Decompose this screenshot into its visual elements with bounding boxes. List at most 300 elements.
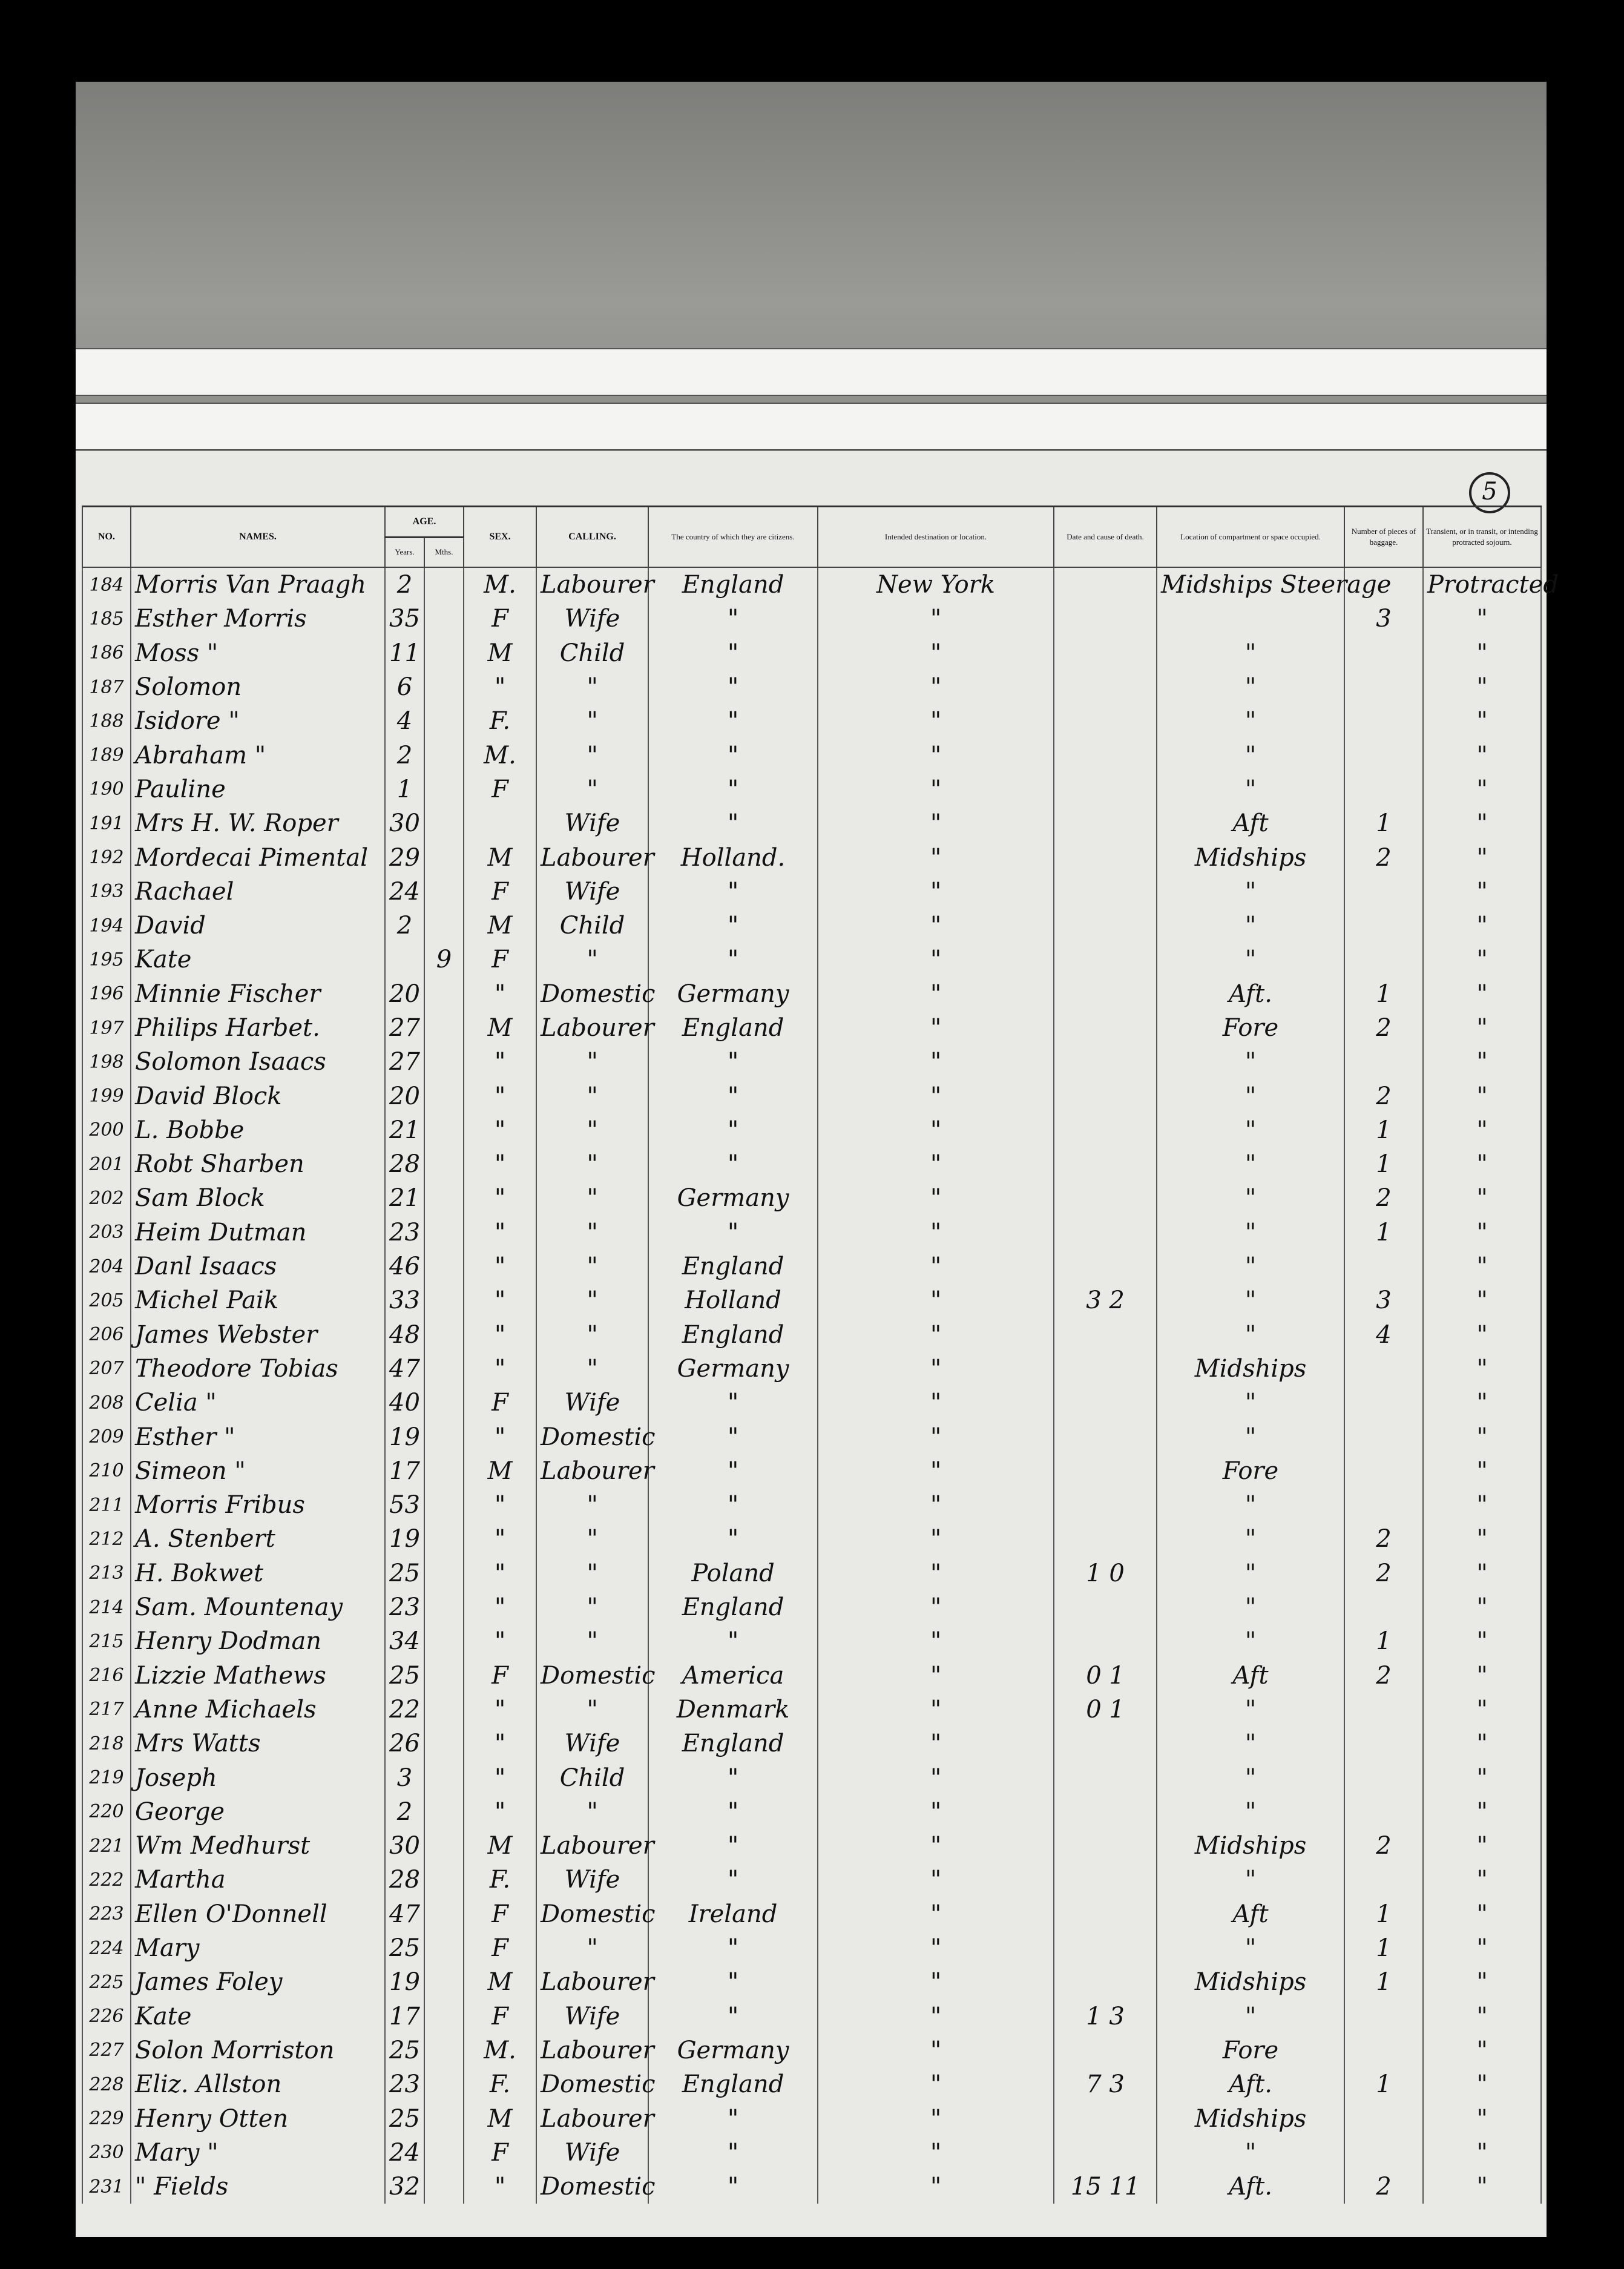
cell-compartment: " xyxy=(1157,1079,1344,1113)
cell-country: Holland. xyxy=(648,840,818,874)
cell-compartment: Fore xyxy=(1157,2034,1344,2067)
cell-name: Henry Otten xyxy=(131,2101,385,2135)
cell-no: 228 xyxy=(82,2067,131,2101)
cell-calling: " xyxy=(536,1250,648,1283)
cell-name: Minnie Fischer xyxy=(131,977,385,1011)
cell-destination: " xyxy=(818,2170,1054,2204)
cell-calling: " xyxy=(536,1147,648,1181)
cell-age-months xyxy=(424,2067,464,2101)
cell-sex: M xyxy=(464,909,536,943)
cell-country: Ireland xyxy=(648,1897,818,1931)
cell-age-years: 19 xyxy=(385,1522,424,1556)
cell-no: 216 xyxy=(82,1659,131,1693)
cell-sex: " xyxy=(464,1760,536,1794)
cell-transit: " xyxy=(1423,1250,1541,1283)
cell-compartment: " xyxy=(1157,1216,1344,1250)
cell-age-years: 2 xyxy=(385,738,424,772)
cell-calling: " xyxy=(536,1590,648,1624)
cell-country: " xyxy=(648,704,818,738)
cell-name: Mordecai Pimental xyxy=(131,840,385,874)
cell-no: 189 xyxy=(82,738,131,772)
cell-transit: " xyxy=(1423,1420,1541,1454)
cell-no: 192 xyxy=(82,840,131,874)
cell-no: 223 xyxy=(82,1897,131,1931)
cell-baggage: 2 xyxy=(1344,1522,1423,1556)
cell-no: 190 xyxy=(82,772,131,806)
cell-destination: " xyxy=(818,1250,1054,1283)
cell-age-months xyxy=(424,840,464,874)
cell-sex: F. xyxy=(464,1863,536,1897)
cell-name: Rachael xyxy=(131,875,385,909)
cell-transit: " xyxy=(1423,2170,1541,2204)
cell-death xyxy=(1054,1181,1157,1215)
cell-destination: " xyxy=(818,738,1054,772)
cell-sex: M xyxy=(464,636,536,670)
cell-compartment: Midships xyxy=(1157,1352,1344,1386)
cell-no: 186 xyxy=(82,636,131,670)
table-row xyxy=(82,2067,1541,2101)
table-row xyxy=(82,602,1541,636)
cell-compartment: " xyxy=(1157,1420,1344,1454)
cell-transit: " xyxy=(1423,1283,1541,1317)
cell-destination: " xyxy=(818,1352,1054,1386)
cell-age-years: 25 xyxy=(385,1659,424,1693)
cell-calling: Labourer xyxy=(536,840,648,874)
cell-death: 0 1 xyxy=(1054,1659,1157,1693)
cell-baggage: 2 xyxy=(1344,1556,1423,1590)
cell-compartment: " xyxy=(1157,1863,1344,1897)
cell-country: England xyxy=(648,1590,818,1624)
cell-name: Joseph xyxy=(131,1760,385,1794)
cell-age-months xyxy=(424,1693,464,1727)
cell-destination: " xyxy=(818,1079,1054,1113)
cell-no: 197 xyxy=(82,1011,131,1045)
cell-country: " xyxy=(648,1079,818,1113)
cell-calling: Child xyxy=(536,909,648,943)
cell-destination: " xyxy=(818,875,1054,909)
cell-compartment: " xyxy=(1157,909,1344,943)
cell-transit: " xyxy=(1423,636,1541,670)
cell-age-years: 25 xyxy=(385,2101,424,2135)
cell-death: 1 0 xyxy=(1054,1556,1157,1590)
cell-age-years: 20 xyxy=(385,1079,424,1113)
cell-compartment: " xyxy=(1157,772,1344,806)
cell-no: 204 xyxy=(82,1250,131,1283)
cell-sex: M xyxy=(464,1454,536,1488)
cell-calling: " xyxy=(536,1113,648,1147)
cell-name: Abraham " xyxy=(131,738,385,772)
cell-destination: " xyxy=(818,1727,1054,1760)
cell-compartment: " xyxy=(1157,704,1344,738)
cell-baggage: 2 xyxy=(1344,1181,1423,1215)
cell-transit: " xyxy=(1423,875,1541,909)
cell-calling: Wife xyxy=(536,2136,648,2170)
table-row xyxy=(82,2136,1541,2170)
header-compartment-text: Location of compartment or space occupied. xyxy=(1180,532,1321,541)
cell-age-months xyxy=(424,1795,464,1829)
cell-compartment: " xyxy=(1157,1318,1344,1352)
cell-baggage: 3 xyxy=(1344,1283,1423,1317)
cell-country: " xyxy=(648,738,818,772)
cell-age-months xyxy=(424,1522,464,1556)
cell-calling: Domestic xyxy=(536,1659,648,1693)
cell-death: 1 3 xyxy=(1054,1999,1157,2033)
cell-name: Danl Isaacs xyxy=(131,1250,385,1283)
cell-age-years: 25 xyxy=(385,2034,424,2067)
cell-sex: " xyxy=(464,1283,536,1317)
cell-age-months xyxy=(424,1931,464,1965)
cell-country: " xyxy=(648,1965,818,1999)
cell-transit: " xyxy=(1423,1965,1541,1999)
cell-compartment: " xyxy=(1157,1386,1344,1420)
cell-calling: " xyxy=(536,1931,648,1965)
cell-name: Morris Fribus xyxy=(131,1488,385,1522)
cell-destination: " xyxy=(818,1931,1054,1965)
cell-compartment: " xyxy=(1157,1147,1344,1181)
header-sex: SEX. xyxy=(464,507,536,568)
cell-no: 224 xyxy=(82,1931,131,1965)
cell-age-years: 40 xyxy=(385,1386,424,1420)
cell-sex: F. xyxy=(464,704,536,738)
header-baggage xyxy=(1344,507,1423,568)
cell-transit: " xyxy=(1423,1829,1541,1863)
cell-calling: " xyxy=(536,1181,648,1215)
cell-name: Solomon Isaacs xyxy=(131,1045,385,1079)
cell-calling: " xyxy=(536,1795,648,1829)
cell-death xyxy=(1054,738,1157,772)
cell-calling: Domestic xyxy=(536,2170,648,2204)
cell-destination: " xyxy=(818,909,1054,943)
cell-country: " xyxy=(648,1863,818,1897)
cell-death: 7 3 xyxy=(1054,2067,1157,2101)
cell-calling: Wife xyxy=(536,806,648,840)
cell-death xyxy=(1054,1829,1157,1863)
cell-no: 222 xyxy=(82,1863,131,1897)
cell-compartment: " xyxy=(1157,1181,1344,1215)
cell-country: " xyxy=(648,806,818,840)
cell-age-years: 24 xyxy=(385,875,424,909)
cell-death: 3 2 xyxy=(1054,1283,1157,1317)
cell-calling: " xyxy=(536,772,648,806)
cell-sex: M xyxy=(464,1965,536,1999)
cell-transit: " xyxy=(1423,2136,1541,2170)
table-row xyxy=(82,1283,1541,1317)
cell-name: Moss " xyxy=(131,636,385,670)
cell-calling: Labourer xyxy=(536,1011,648,1045)
cell-baggage: 1 xyxy=(1344,1897,1423,1931)
header-no: NO. xyxy=(82,507,131,568)
cell-destination: " xyxy=(818,1965,1054,1999)
cell-sex: " xyxy=(464,977,536,1011)
cell-age-months xyxy=(424,909,464,943)
table-row xyxy=(82,1318,1541,1352)
cell-calling: " xyxy=(536,704,648,738)
cell-compartment: " xyxy=(1157,1283,1344,1317)
cell-name: Celia " xyxy=(131,1386,385,1420)
cell-country: " xyxy=(648,909,818,943)
cell-age-months xyxy=(424,1965,464,1999)
cell-death xyxy=(1054,1386,1157,1420)
cell-transit: " xyxy=(1423,1863,1541,1897)
cell-destination: " xyxy=(818,943,1054,976)
cell-sex: " xyxy=(464,1522,536,1556)
cell-age-years: 19 xyxy=(385,1420,424,1454)
cell-baggage xyxy=(1344,1420,1423,1454)
cell-compartment: " xyxy=(1157,1931,1344,1965)
cell-sex: F xyxy=(464,1999,536,2033)
cell-destination: " xyxy=(818,2101,1054,2135)
cell-calling: Domestic xyxy=(536,1897,648,1931)
cell-baggage xyxy=(1344,909,1423,943)
cell-transit: " xyxy=(1423,1931,1541,1965)
cell-transit: " xyxy=(1423,1147,1541,1181)
cell-destination: " xyxy=(818,1318,1054,1352)
cell-name: David xyxy=(131,909,385,943)
cell-destination: " xyxy=(818,977,1054,1011)
cell-compartment: " xyxy=(1157,875,1344,909)
cell-sex: " xyxy=(464,1079,536,1113)
cell-name: Mrs H. W. Roper xyxy=(131,806,385,840)
cell-country: " xyxy=(648,1795,818,1829)
cell-age-months xyxy=(424,1283,464,1317)
cell-transit: " xyxy=(1423,1352,1541,1386)
cell-destination: " xyxy=(818,1659,1054,1693)
cell-sex: F xyxy=(464,875,536,909)
cell-compartment: " xyxy=(1157,1795,1344,1829)
cell-calling: Domestic xyxy=(536,2067,648,2101)
cell-calling: " xyxy=(536,1318,648,1352)
cell-transit: " xyxy=(1423,1760,1541,1794)
table-row xyxy=(82,1522,1541,1556)
cell-calling: " xyxy=(536,738,648,772)
cell-country: Germany xyxy=(648,1352,818,1386)
cell-sex: F. xyxy=(464,2067,536,2101)
cell-name: Lizzie Mathews xyxy=(131,1659,385,1693)
cell-sex: M xyxy=(464,1829,536,1863)
cell-name: Eliz. Allston xyxy=(131,2067,385,2101)
cell-age-years: 34 xyxy=(385,1624,424,1658)
cell-age-months xyxy=(424,1216,464,1250)
cell-transit: " xyxy=(1423,1897,1541,1931)
cell-country: " xyxy=(648,2170,818,2204)
cell-sex: " xyxy=(464,1624,536,1658)
cell-compartment: " xyxy=(1157,1624,1344,1658)
cell-name: James Webster xyxy=(131,1318,385,1352)
cell-age-months xyxy=(424,2136,464,2170)
cell-baggage: 1 xyxy=(1344,2067,1423,2101)
cell-compartment: Aft xyxy=(1157,1659,1344,1693)
cell-age-years: 19 xyxy=(385,1965,424,1999)
cell-no: 212 xyxy=(82,1522,131,1556)
cell-baggage xyxy=(1344,704,1423,738)
cell-death xyxy=(1054,1318,1157,1352)
cell-sex: F xyxy=(464,1659,536,1693)
cell-name: Pauline xyxy=(131,772,385,806)
cell-death xyxy=(1054,1522,1157,1556)
cell-death xyxy=(1054,1897,1157,1931)
cell-baggage: 2 xyxy=(1344,1829,1423,1863)
cell-name: Kate xyxy=(131,1999,385,2033)
cell-destination: " xyxy=(818,1897,1054,1931)
cell-calling: Labourer xyxy=(536,1965,648,1999)
cell-sex: " xyxy=(464,1113,536,1147)
table-row xyxy=(82,1659,1541,1693)
header-country-text: The country of which they are citizens. xyxy=(671,532,795,541)
cell-compartment: Aft xyxy=(1157,1897,1344,1931)
cell-age-months xyxy=(424,1897,464,1931)
table-row xyxy=(82,806,1541,840)
header-names: NAMES. xyxy=(131,507,385,568)
cell-transit: " xyxy=(1423,909,1541,943)
cell-destination: " xyxy=(818,1113,1054,1147)
cell-sex: M xyxy=(464,2101,536,2135)
paper-strip xyxy=(76,348,1547,396)
cell-age-years: 11 xyxy=(385,636,424,670)
cell-baggage xyxy=(1344,1795,1423,1829)
cell-age-years: 27 xyxy=(385,1011,424,1045)
cell-age-years: 46 xyxy=(385,1250,424,1283)
cell-compartment: " xyxy=(1157,1556,1344,1590)
table-row xyxy=(82,1216,1541,1250)
cell-death xyxy=(1054,1795,1157,1829)
cell-no: 229 xyxy=(82,2101,131,2135)
header-country xyxy=(648,507,818,568)
cell-baggage: 2 xyxy=(1344,2170,1423,2204)
cell-name: Ellen O'Donnell xyxy=(131,1897,385,1931)
cell-age-months xyxy=(424,602,464,636)
table-row xyxy=(82,1965,1541,1999)
cell-no: 200 xyxy=(82,1113,131,1147)
cell-death xyxy=(1054,1045,1157,1079)
cell-death xyxy=(1054,875,1157,909)
cell-baggage xyxy=(1344,1999,1423,2033)
cell-no: 201 xyxy=(82,1147,131,1181)
cell-country: America xyxy=(648,1659,818,1693)
table-row xyxy=(82,738,1541,772)
cell-baggage xyxy=(1344,738,1423,772)
cell-death xyxy=(1054,2101,1157,2135)
cell-country: " xyxy=(648,2136,818,2170)
cell-sex: F xyxy=(464,1386,536,1420)
cell-destination: " xyxy=(818,1454,1054,1488)
cell-transit: " xyxy=(1423,738,1541,772)
cell-no: 208 xyxy=(82,1386,131,1420)
cell-destination: " xyxy=(818,1795,1054,1829)
cell-destination: " xyxy=(818,1522,1054,1556)
cell-sex: F xyxy=(464,602,536,636)
cell-country: " xyxy=(648,1147,818,1181)
cell-baggage xyxy=(1344,636,1423,670)
cell-age-years: 17 xyxy=(385,1999,424,2033)
cell-no: 206 xyxy=(82,1318,131,1352)
cell-death xyxy=(1054,1352,1157,1386)
cell-sex: " xyxy=(464,1147,536,1181)
table-row xyxy=(82,1556,1541,1590)
table-row xyxy=(82,1693,1541,1727)
cell-name: Philips Harbet. xyxy=(131,1011,385,1045)
cell-destination: " xyxy=(818,636,1054,670)
table-row xyxy=(82,567,1541,602)
manifest-rows xyxy=(82,567,1559,2204)
cell-country: " xyxy=(648,1999,818,2033)
cell-baggage xyxy=(1344,1590,1423,1624)
cell-destination: " xyxy=(818,1420,1054,1454)
cell-country: " xyxy=(648,772,818,806)
cell-no: 225 xyxy=(82,1965,131,1999)
cell-name: Martha xyxy=(131,1863,385,1897)
cell-age-years: 48 xyxy=(385,1318,424,1352)
cell-baggage xyxy=(1344,1863,1423,1897)
cell-sex: M. xyxy=(464,738,536,772)
cell-name: Theodore Tobias xyxy=(131,1352,385,1386)
cell-name: Simeon " xyxy=(131,1454,385,1488)
cell-age-months xyxy=(424,772,464,806)
cell-age-years: 2 xyxy=(385,1795,424,1829)
cell-baggage: 2 xyxy=(1344,840,1423,874)
cell-age-years: 30 xyxy=(385,806,424,840)
cell-transit: " xyxy=(1423,806,1541,840)
cell-age-months xyxy=(424,1999,464,2033)
header-baggage-text: Number of pieces of baggage. xyxy=(1351,527,1416,547)
cell-no: 214 xyxy=(82,1590,131,1624)
cell-name: " Fields xyxy=(131,2170,385,2204)
cell-calling: " xyxy=(536,1522,648,1556)
cell-age-years: 23 xyxy=(385,2067,424,2101)
cell-age-months xyxy=(424,704,464,738)
table-row xyxy=(82,943,1541,976)
cell-destination: " xyxy=(818,1556,1054,1590)
cell-transit: " xyxy=(1423,772,1541,806)
cell-calling: Domestic xyxy=(536,1420,648,1454)
header-mths xyxy=(424,537,464,567)
header-death xyxy=(1054,507,1157,568)
cell-compartment: " xyxy=(1157,738,1344,772)
table-row xyxy=(82,1079,1541,1113)
cell-calling: Wife xyxy=(536,1386,648,1420)
cell-country: Germany xyxy=(648,1181,818,1215)
table-row xyxy=(82,670,1541,704)
cell-no: 213 xyxy=(82,1556,131,1590)
cell-sex: " xyxy=(464,1556,536,1590)
cell-calling: " xyxy=(536,1693,648,1727)
cell-sex: F xyxy=(464,2136,536,2170)
cell-age-months: 9 xyxy=(424,943,464,976)
cell-country: Germany xyxy=(648,2034,818,2067)
header-years-text: Years. xyxy=(395,547,415,557)
cell-calling: " xyxy=(536,1079,648,1113)
cell-no: 195 xyxy=(82,943,131,976)
cell-destination: " xyxy=(818,1590,1054,1624)
cell-age-months xyxy=(424,1488,464,1522)
cell-baggage: 1 xyxy=(1344,1216,1423,1250)
cell-country: England xyxy=(648,1318,818,1352)
cell-destination: " xyxy=(818,1045,1054,1079)
cell-compartment: " xyxy=(1157,1250,1344,1283)
cell-name: Mrs Watts xyxy=(131,1727,385,1760)
cell-baggage xyxy=(1344,2136,1423,2170)
cell-name: Wm Medhurst xyxy=(131,1829,385,1863)
cell-baggage xyxy=(1344,2101,1423,2135)
cell-compartment xyxy=(1157,602,1344,636)
cell-country: " xyxy=(648,670,818,704)
cell-destination: " xyxy=(818,1283,1054,1317)
cell-name: Esther Morris xyxy=(131,602,385,636)
cell-sex: " xyxy=(464,1045,536,1079)
cell-name: H. Bokwet xyxy=(131,1556,385,1590)
cell-death xyxy=(1054,1454,1157,1488)
cell-death: 0 1 xyxy=(1054,1693,1157,1727)
cell-destination: " xyxy=(818,1011,1054,1045)
